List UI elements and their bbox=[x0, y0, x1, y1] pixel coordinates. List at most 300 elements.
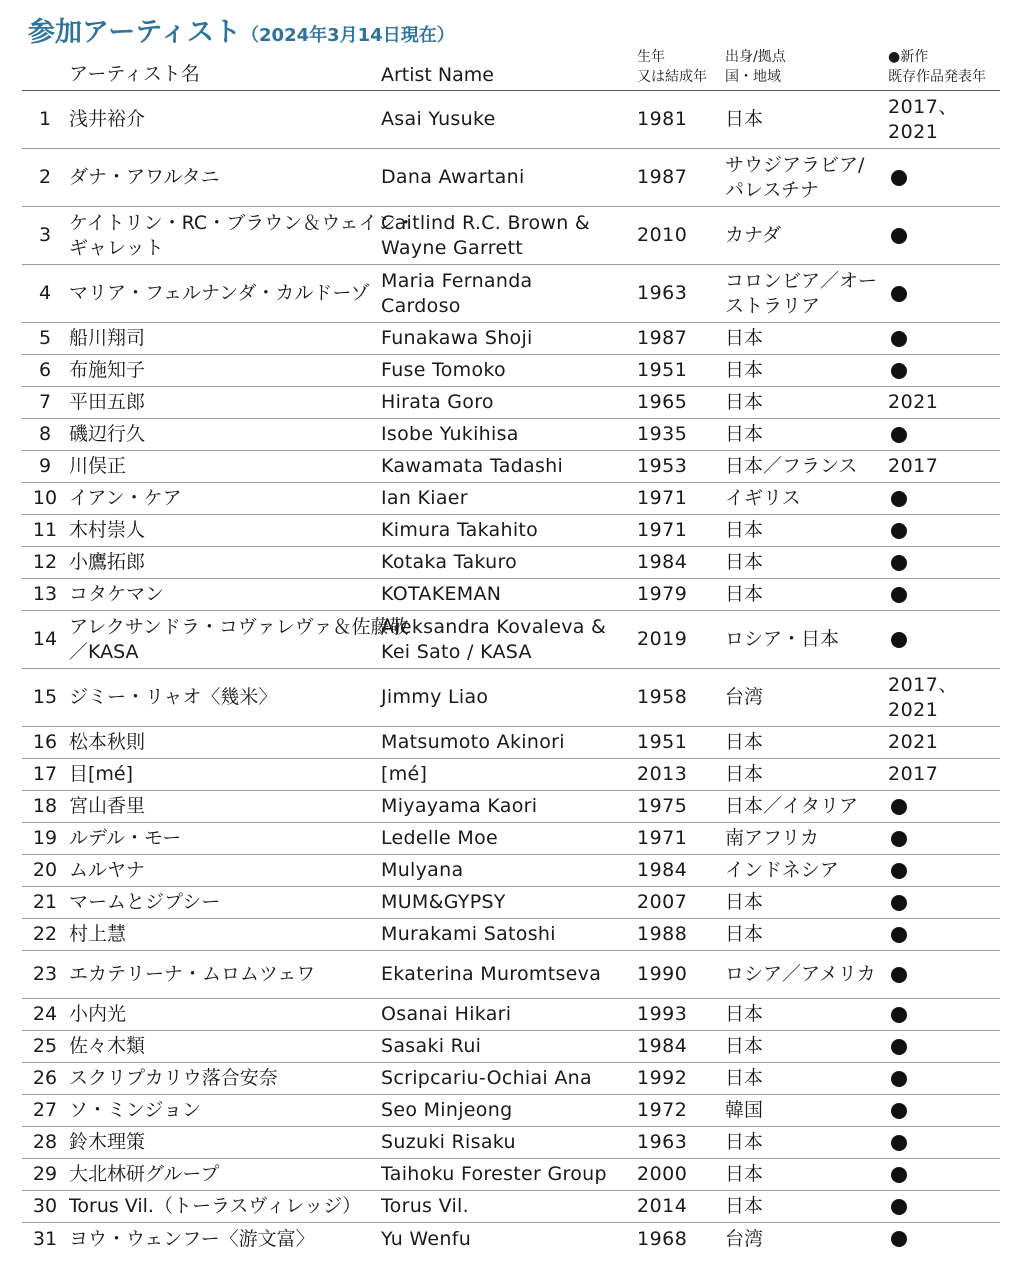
artist-name-en bbox=[381, 1191, 637, 1222]
origin bbox=[725, 999, 885, 1030]
origin bbox=[725, 355, 885, 386]
origin-line: 日本 bbox=[725, 1003, 764, 1025]
artist-name-ja bbox=[69, 1031, 377, 1062]
artist-name-en bbox=[381, 887, 637, 918]
work-status bbox=[888, 1063, 998, 1094]
artist-name-ja-line: ムルヤナ bbox=[69, 859, 146, 881]
row-number: 16 bbox=[32, 731, 58, 753]
birth-year: 1971 bbox=[637, 487, 688, 509]
origin-line: パレスチナ bbox=[725, 178, 820, 201]
origin bbox=[725, 919, 885, 950]
work-status bbox=[888, 91, 998, 148]
artist-name-en-line: Asai Yusuke bbox=[381, 108, 496, 130]
artist-name-ja-line: ジミー・リャオ〈幾米〉 bbox=[69, 686, 278, 708]
origin bbox=[725, 887, 885, 918]
birth-year: 1951 bbox=[637, 359, 688, 381]
row-number: 4 bbox=[38, 282, 52, 304]
work-status bbox=[888, 887, 998, 918]
header-work-line2: 既存作品発表年 bbox=[888, 69, 986, 85]
new-work-dot-icon bbox=[891, 1071, 907, 1087]
artist-name-en bbox=[381, 727, 637, 758]
artist-name-ja bbox=[69, 515, 377, 546]
artist-name-en bbox=[381, 999, 637, 1030]
artist-name-ja bbox=[69, 547, 377, 578]
table-row bbox=[22, 855, 1000, 887]
artist-name-en bbox=[381, 1063, 637, 1094]
work-status bbox=[888, 149, 998, 206]
table-row bbox=[22, 1223, 1000, 1255]
artist-name-ja bbox=[69, 669, 377, 726]
work-status bbox=[888, 855, 998, 886]
origin bbox=[725, 669, 885, 726]
artist-name-en-line: Matsumoto Akinori bbox=[381, 731, 565, 753]
origin bbox=[725, 1127, 885, 1158]
row-number: 2 bbox=[38, 166, 52, 188]
row-number: 26 bbox=[32, 1067, 58, 1089]
work-status bbox=[888, 1127, 998, 1158]
origin bbox=[725, 855, 885, 886]
new-work-dot-icon bbox=[891, 491, 907, 507]
origin bbox=[725, 611, 885, 668]
table-row bbox=[22, 669, 1000, 727]
row-number: 19 bbox=[32, 827, 58, 849]
row-number: 27 bbox=[32, 1099, 58, 1121]
artist-name-en-line: Wayne Garrett bbox=[381, 236, 523, 259]
artist-name-en bbox=[381, 483, 637, 514]
origin-line: カナダ bbox=[725, 224, 782, 246]
origin-line: 日本 bbox=[725, 519, 764, 541]
artist-name-ja-line: マリア・フェルナンダ・カルドーゾ bbox=[69, 282, 370, 304]
row-number: 3 bbox=[38, 224, 52, 246]
artist-name-en-line: Hirata Goro bbox=[381, 391, 494, 413]
header-year-line1: 生年 bbox=[637, 49, 665, 65]
artist-name-en bbox=[381, 1159, 637, 1190]
birth-year: 1993 bbox=[637, 1003, 688, 1025]
origin-line: 南アフリカ bbox=[725, 827, 820, 849]
artist-name-en bbox=[381, 579, 637, 610]
artist-name-ja bbox=[69, 451, 377, 482]
artist-name-ja-line: 鈴木理策 bbox=[69, 1131, 146, 1153]
artist-name-en bbox=[381, 149, 637, 206]
origin bbox=[725, 1095, 885, 1126]
artist-name-ja bbox=[69, 1223, 377, 1255]
new-work-dot-icon bbox=[891, 895, 907, 911]
artist-name-en-line: Cardoso bbox=[381, 294, 461, 317]
artist-name-en-line: Kawamata Tadashi bbox=[381, 455, 564, 477]
artist-name-ja bbox=[69, 823, 377, 854]
artist-name-en bbox=[381, 91, 637, 148]
origin bbox=[725, 791, 885, 822]
new-work-dot-icon bbox=[891, 1199, 907, 1215]
origin bbox=[725, 515, 885, 546]
artist-name-ja bbox=[69, 419, 377, 450]
artist-name-ja bbox=[69, 1063, 377, 1094]
artist-name-ja-line: アレクサンドラ・コヴァレヴァ＆佐藤敬 bbox=[69, 615, 409, 638]
table-row bbox=[22, 887, 1000, 919]
work-status bbox=[888, 483, 998, 514]
origin-line: 日本 bbox=[725, 583, 764, 605]
table-row bbox=[22, 515, 1000, 547]
artist-name-en bbox=[381, 1223, 637, 1255]
artist-name-ja bbox=[69, 1191, 377, 1222]
header-work-line1: ●新作 bbox=[888, 49, 929, 65]
row-number: 11 bbox=[32, 519, 58, 541]
origin bbox=[725, 951, 885, 998]
row-number: 30 bbox=[32, 1195, 58, 1217]
artist-name-en-line: Maria Fernanda bbox=[381, 269, 533, 292]
origin bbox=[725, 419, 885, 450]
birth-year: 1979 bbox=[637, 583, 688, 605]
artist-name-ja-line: 小内光 bbox=[69, 1003, 127, 1025]
artist-name-en-line: Kei Sato / KASA bbox=[381, 640, 532, 663]
artist-name-en-line: Fuse Tomoko bbox=[381, 359, 506, 381]
row-number: 14 bbox=[32, 628, 58, 650]
origin-line: 台湾 bbox=[725, 1227, 764, 1250]
table-row bbox=[22, 1031, 1000, 1063]
artist-name-ja bbox=[69, 149, 377, 206]
origin bbox=[725, 265, 885, 322]
work-status bbox=[888, 759, 998, 790]
table-row bbox=[22, 579, 1000, 611]
origin-line: 日本 bbox=[725, 731, 764, 753]
artist-name-ja-line: 布施知子 bbox=[69, 359, 146, 381]
artist-name-ja-line: スクリプカリウ落合安奈 bbox=[69, 1067, 278, 1089]
artist-name-en bbox=[381, 207, 637, 264]
artist-name-ja-line: Torus Vil.（トーラスヴィレッジ） bbox=[69, 1195, 362, 1217]
artist-name-en bbox=[381, 355, 637, 386]
birth-year: 1984 bbox=[637, 859, 688, 881]
artist-name-en-line: Dana Awartani bbox=[381, 166, 525, 188]
artist-name-en bbox=[381, 1031, 637, 1062]
origin bbox=[725, 759, 885, 790]
table-row bbox=[22, 91, 1000, 149]
origin-line: 日本 bbox=[725, 763, 764, 785]
table-row bbox=[22, 483, 1000, 515]
row-number: 31 bbox=[32, 1227, 58, 1250]
table-header bbox=[22, 46, 1000, 91]
artist-name-ja-line: 船川翔司 bbox=[69, 327, 146, 349]
origin-line: 日本 bbox=[725, 923, 764, 945]
artist-name-ja-line: マームとジプシー bbox=[69, 891, 221, 913]
new-work-dot-icon bbox=[891, 1135, 907, 1151]
birth-year: 2000 bbox=[637, 1163, 688, 1185]
work-status bbox=[888, 1095, 998, 1126]
birth-year: 1963 bbox=[637, 282, 688, 304]
work-status bbox=[888, 791, 998, 822]
artist-name-en-line: Osanai Hikari bbox=[381, 1003, 512, 1025]
birth-year: 2013 bbox=[637, 763, 688, 785]
artist-name-ja-line: イアン・ケア bbox=[69, 487, 182, 509]
birth-year: 1992 bbox=[637, 1067, 688, 1089]
new-work-dot-icon bbox=[891, 831, 907, 847]
origin bbox=[725, 1191, 885, 1222]
artist-name-en-line: Kimura Takahito bbox=[381, 519, 539, 541]
artist-name-ja bbox=[69, 483, 377, 514]
birth-year: 1935 bbox=[637, 423, 688, 445]
artist-table bbox=[22, 91, 1000, 1255]
artist-name-ja-line: 平田五郎 bbox=[69, 391, 146, 413]
birth-year: 1965 bbox=[637, 391, 688, 413]
row-number: 23 bbox=[32, 963, 58, 985]
table-row bbox=[22, 759, 1000, 791]
work-status bbox=[888, 1223, 998, 1255]
work-status bbox=[888, 323, 998, 354]
artist-name-en-line: MUM&GYPSY bbox=[381, 891, 506, 913]
table-row bbox=[22, 791, 1000, 823]
birth-year: 1987 bbox=[637, 327, 688, 349]
table-row bbox=[22, 1063, 1000, 1095]
work-status bbox=[888, 727, 998, 758]
origin bbox=[725, 483, 885, 514]
artist-name-en bbox=[381, 611, 637, 668]
birth-year: 1968 bbox=[637, 1227, 688, 1250]
work-status bbox=[888, 1191, 998, 1222]
artist-name-en-line: Isobe Yukihisa bbox=[381, 423, 519, 445]
work-status bbox=[888, 951, 998, 998]
new-work-dot-icon bbox=[891, 1167, 907, 1183]
previous-work-year: 2017 bbox=[888, 455, 939, 477]
artist-name-en-line: KOTAKEMAN bbox=[381, 583, 502, 605]
origin-line: ストラリア bbox=[725, 294, 821, 317]
artist-name-en-line: Aleksandra Kovaleva & bbox=[381, 615, 607, 638]
origin-line: 日本／フランス bbox=[725, 455, 858, 477]
origin-line: コロンビア／オー bbox=[725, 269, 878, 292]
new-work-dot-icon bbox=[891, 1231, 907, 1247]
artist-name-ja-line: 川俣正 bbox=[69, 455, 127, 477]
table-row bbox=[22, 387, 1000, 419]
artist-name-en bbox=[381, 951, 637, 998]
artist-name-ja bbox=[69, 999, 377, 1030]
new-work-dot-icon bbox=[891, 286, 907, 302]
artist-name-en bbox=[381, 265, 637, 322]
new-work-dot-icon bbox=[891, 555, 907, 571]
birth-year: 1988 bbox=[637, 923, 688, 945]
table-row bbox=[22, 265, 1000, 323]
row-number: 17 bbox=[32, 763, 58, 785]
artist-name-en bbox=[381, 547, 637, 578]
origin bbox=[725, 727, 885, 758]
birth-year: 1984 bbox=[637, 1035, 688, 1057]
artist-name-ja-line: 小鷹拓郎 bbox=[69, 551, 146, 573]
artist-name-ja-line: エカテリーナ・ムロムツェワ bbox=[69, 963, 316, 985]
new-work-dot-icon bbox=[891, 927, 907, 943]
birth-year: 2019 bbox=[637, 628, 688, 650]
birth-year: 1990 bbox=[637, 963, 688, 985]
artist-name-en-line: Seo Minjeong bbox=[381, 1099, 513, 1121]
work-status bbox=[888, 207, 998, 264]
artist-name-ja-line: 磯辺行久 bbox=[69, 423, 146, 445]
artist-name-en-line: Yu Wenfu bbox=[381, 1227, 472, 1250]
new-work-dot-icon bbox=[891, 587, 907, 603]
artist-name-en-line: [mé] bbox=[381, 763, 428, 785]
artist-name-en-line: Torus Vil. bbox=[381, 1195, 469, 1217]
table-row bbox=[22, 207, 1000, 265]
artist-name-ja bbox=[69, 759, 377, 790]
artist-name-en bbox=[381, 855, 637, 886]
artist-name-ja-line: 松本秋則 bbox=[69, 731, 146, 753]
artist-name-en-line: Suzuki Risaku bbox=[381, 1131, 516, 1153]
row-number: 7 bbox=[38, 391, 52, 413]
birth-year: 1958 bbox=[637, 686, 688, 708]
artist-name-en bbox=[381, 515, 637, 546]
origin-line: 日本 bbox=[725, 1067, 764, 1089]
previous-work-year: 2021 bbox=[888, 120, 939, 143]
artist-name-en-line: Jimmy Liao bbox=[381, 686, 489, 708]
new-work-dot-icon bbox=[891, 523, 907, 539]
origin-line: 日本 bbox=[725, 359, 764, 381]
artist-name-ja-line: 木村崇人 bbox=[69, 519, 146, 541]
birth-year: 1971 bbox=[637, 519, 688, 541]
artist-name-ja bbox=[69, 91, 377, 148]
birth-year: 1972 bbox=[637, 1099, 688, 1121]
row-number: 12 bbox=[32, 551, 58, 573]
origin bbox=[725, 207, 885, 264]
artist-name-ja bbox=[69, 611, 409, 668]
origin-line: インドネシア bbox=[725, 859, 839, 881]
origin bbox=[725, 1223, 885, 1255]
artist-name-en bbox=[381, 919, 637, 950]
origin-line: 日本 bbox=[725, 108, 764, 130]
artist-name-en-line: Ian Kiaer bbox=[381, 487, 468, 509]
work-status bbox=[888, 419, 998, 450]
title-main: 参加アーティスト bbox=[28, 17, 242, 48]
origin bbox=[725, 451, 885, 482]
row-number: 9 bbox=[38, 455, 52, 477]
new-work-dot-icon bbox=[891, 799, 907, 815]
artist-name-ja bbox=[69, 355, 377, 386]
work-status bbox=[888, 919, 998, 950]
new-work-dot-icon bbox=[891, 363, 907, 379]
origin-line: 日本 bbox=[725, 1131, 764, 1153]
table-row bbox=[22, 451, 1000, 483]
artist-name-en bbox=[381, 1095, 637, 1126]
birth-year: 2007 bbox=[637, 891, 688, 913]
row-number: 25 bbox=[32, 1035, 58, 1057]
artist-name-ja bbox=[69, 1159, 377, 1190]
birth-year: 1951 bbox=[637, 731, 688, 753]
previous-work-year: 2021 bbox=[888, 391, 939, 413]
new-work-dot-icon bbox=[891, 228, 907, 244]
previous-work-year: 2017 bbox=[888, 763, 939, 785]
new-work-dot-icon bbox=[891, 967, 907, 983]
artist-name-en-line: Ekaterina Muromtseva bbox=[381, 963, 602, 985]
row-number: 5 bbox=[38, 327, 52, 349]
origin-line: 韓国 bbox=[725, 1099, 764, 1121]
origin bbox=[725, 91, 885, 148]
artist-name-ja bbox=[69, 855, 377, 886]
origin-line: サウジアラビア/ bbox=[725, 153, 865, 176]
table-row bbox=[22, 355, 1000, 387]
origin-line: 日本 bbox=[725, 391, 764, 413]
artist-name-en-line: Taihoku Forester Group bbox=[381, 1163, 607, 1185]
origin bbox=[725, 1063, 885, 1094]
row-number: 1 bbox=[38, 108, 52, 130]
origin bbox=[725, 387, 885, 418]
artist-name-ja-line: 浅井裕介 bbox=[69, 108, 146, 130]
origin-line: 日本 bbox=[725, 327, 764, 349]
work-status bbox=[888, 999, 998, 1030]
artist-name-en-line: Ledelle Moe bbox=[381, 827, 498, 849]
artist-name-en-line: Caitlind R.C. Brown & bbox=[381, 211, 591, 234]
work-status bbox=[888, 387, 998, 418]
origin-line: ロシア・日本 bbox=[725, 628, 840, 650]
artist-name-en-line: Kotaka Takuro bbox=[381, 551, 518, 573]
artist-name-ja-line: ケイトリン・RC・ブラウン＆ウェイン・ bbox=[69, 211, 416, 234]
artist-name-en-line: Mulyana bbox=[381, 859, 464, 881]
birth-year: 1953 bbox=[637, 455, 688, 477]
table-row bbox=[22, 727, 1000, 759]
artist-name-ja-line: 宮山香里 bbox=[69, 795, 146, 817]
new-work-dot-icon bbox=[891, 1007, 907, 1023]
artist-name-ja bbox=[69, 323, 377, 354]
new-work-dot-icon bbox=[891, 427, 907, 443]
new-work-dot-icon bbox=[891, 1103, 907, 1119]
artist-name-ja bbox=[69, 951, 377, 998]
header-origin-line1: 出身/拠点 bbox=[725, 49, 786, 65]
artist-name-ja-line: ダナ・アワルタニ bbox=[69, 166, 220, 188]
artist-name-en bbox=[381, 823, 637, 854]
title-date-note: （2024年3月14日現在） bbox=[241, 25, 455, 46]
row-number: 6 bbox=[38, 359, 52, 381]
origin-line: ロシア／アメリカ bbox=[725, 963, 876, 985]
birth-year: 2014 bbox=[637, 1195, 688, 1217]
row-number: 10 bbox=[32, 487, 58, 509]
table-row bbox=[22, 323, 1000, 355]
row-number: 18 bbox=[32, 795, 58, 817]
previous-work-year: 2017、 bbox=[888, 95, 958, 118]
work-status bbox=[888, 1031, 998, 1062]
birth-year: 1984 bbox=[637, 551, 688, 573]
artist-name-ja bbox=[69, 727, 377, 758]
artist-name-en bbox=[381, 791, 637, 822]
origin bbox=[725, 579, 885, 610]
artist-name-ja-line: コタケマン bbox=[69, 583, 165, 605]
artist-name-ja-line: ヨウ・ウェンフー〈游文富〉 bbox=[69, 1227, 315, 1250]
artist-name-ja-line: 目[mé] bbox=[69, 763, 134, 785]
header-origin-line2: 国・地域 bbox=[725, 69, 781, 85]
header-name-ja: アーティスト名 bbox=[69, 63, 200, 85]
header-origin bbox=[725, 47, 786, 87]
row-number: 22 bbox=[32, 923, 58, 945]
origin-line: 日本 bbox=[725, 1195, 764, 1217]
artist-name-ja-line: 佐々木類 bbox=[69, 1035, 146, 1057]
table-row bbox=[22, 919, 1000, 951]
work-status bbox=[888, 265, 998, 322]
origin-line: 日本 bbox=[725, 551, 764, 573]
work-status bbox=[888, 451, 998, 482]
table-row bbox=[22, 1159, 1000, 1191]
artist-name-en bbox=[381, 1127, 637, 1158]
origin bbox=[725, 823, 885, 854]
row-number: 8 bbox=[38, 423, 52, 445]
table-row bbox=[22, 1095, 1000, 1127]
row-number: 13 bbox=[32, 583, 58, 605]
origin bbox=[725, 149, 885, 206]
new-work-dot-icon bbox=[891, 170, 907, 186]
table-row bbox=[22, 547, 1000, 579]
row-number: 29 bbox=[32, 1163, 58, 1185]
previous-work-year: 2017、 bbox=[888, 673, 958, 696]
artist-name-ja bbox=[69, 887, 377, 918]
work-status bbox=[888, 669, 998, 726]
artist-name-ja-line: 村上慧 bbox=[69, 923, 127, 945]
artist-name-ja-line: ギャレット bbox=[69, 236, 164, 259]
work-status bbox=[888, 823, 998, 854]
artist-name-ja bbox=[69, 1095, 377, 1126]
artist-name-en bbox=[381, 669, 637, 726]
artist-name-en bbox=[381, 387, 637, 418]
work-status bbox=[888, 611, 998, 668]
